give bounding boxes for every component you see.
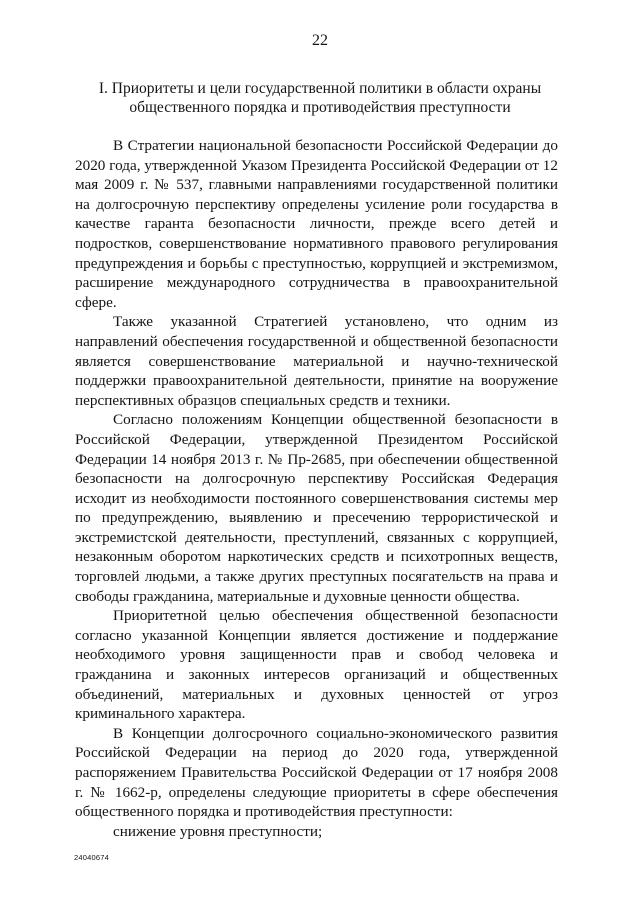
document-body bbox=[75, 136, 558, 841]
paragraph: В Стратегии национальной безопасности Российской Федерации до 2020 года, утвержденной Указом Президента Российской Федерации от 12 мая 2009 г. № 537, главными направлениями государственной политики на долгосрочную перспективу определены усиление роли государства в качестве гаранта безопасности личности, прежде всего детей и подростков, совершенствование нормативного правового регулирования предупреждения и борьбы с преступностью, коррупцией и экстремизмом, расширение международного сотрудничества в правоохранительной сфере. bbox=[75, 137, 558, 311]
section-heading: I. Приоритеты и цели государственной политики в области охраны общественного порядка и противодействия преступности bbox=[98, 80, 542, 116]
list-item: снижение уровня преступности; bbox=[113, 822, 323, 840]
paragraph: Приоритетной целью обеспечения общественной безопасности согласно указанной Концепции является достижение и поддержание необходимого уровня защищенности прав и свобод человека и гражданина и законных интересов организаций и общественных объединений, материальных и духовных ценностей от угроз криминального характера. bbox=[75, 607, 558, 723]
paragraph: В Концепции долгосрочного социально-экономического развития Российской Федерации на период до 2020 года, утвержденной распоряжением Правительства Российской Федерации от 17 ноября 2008 г. № 1662-р, определены следующие приоритеты в сфере обеспечения общественного порядка и противодействия преступности: bbox=[75, 724, 558, 821]
document-code: 24040674 bbox=[74, 853, 109, 862]
paragraph: Согласно положениям Концепции общественной безопасности в Российской Федерации, утвержденной Президентом Российской Федерации 14 ноября 2013 г. № Пр-2685, при обеспечении общественной безопасности на долгосрочную перспективу Российская Федерация исходит из необходимости постоянного совершенствования системы мер по предупреждению, выявлению и пресечению террористической и экстремистской деятельности, преступлений, связанных с коррупцией, незаконным оборотом наркотических средств и психотропных веществ, торговлей людьми, а также других преступных посягательств на права и свободы гражданина, материальные и духовные ценности общества. bbox=[75, 411, 558, 605]
page-number: 22 bbox=[312, 32, 328, 49]
paragraph: Также указанной Стратегией установлено, что одним из направлений обеспечения государственной и общественной безопасности является совершенствование материальной и научно-технической поддержки правоохранительной деятельности, принятие на вооружение перспективных образцов специальных средств и техники. bbox=[75, 313, 558, 409]
